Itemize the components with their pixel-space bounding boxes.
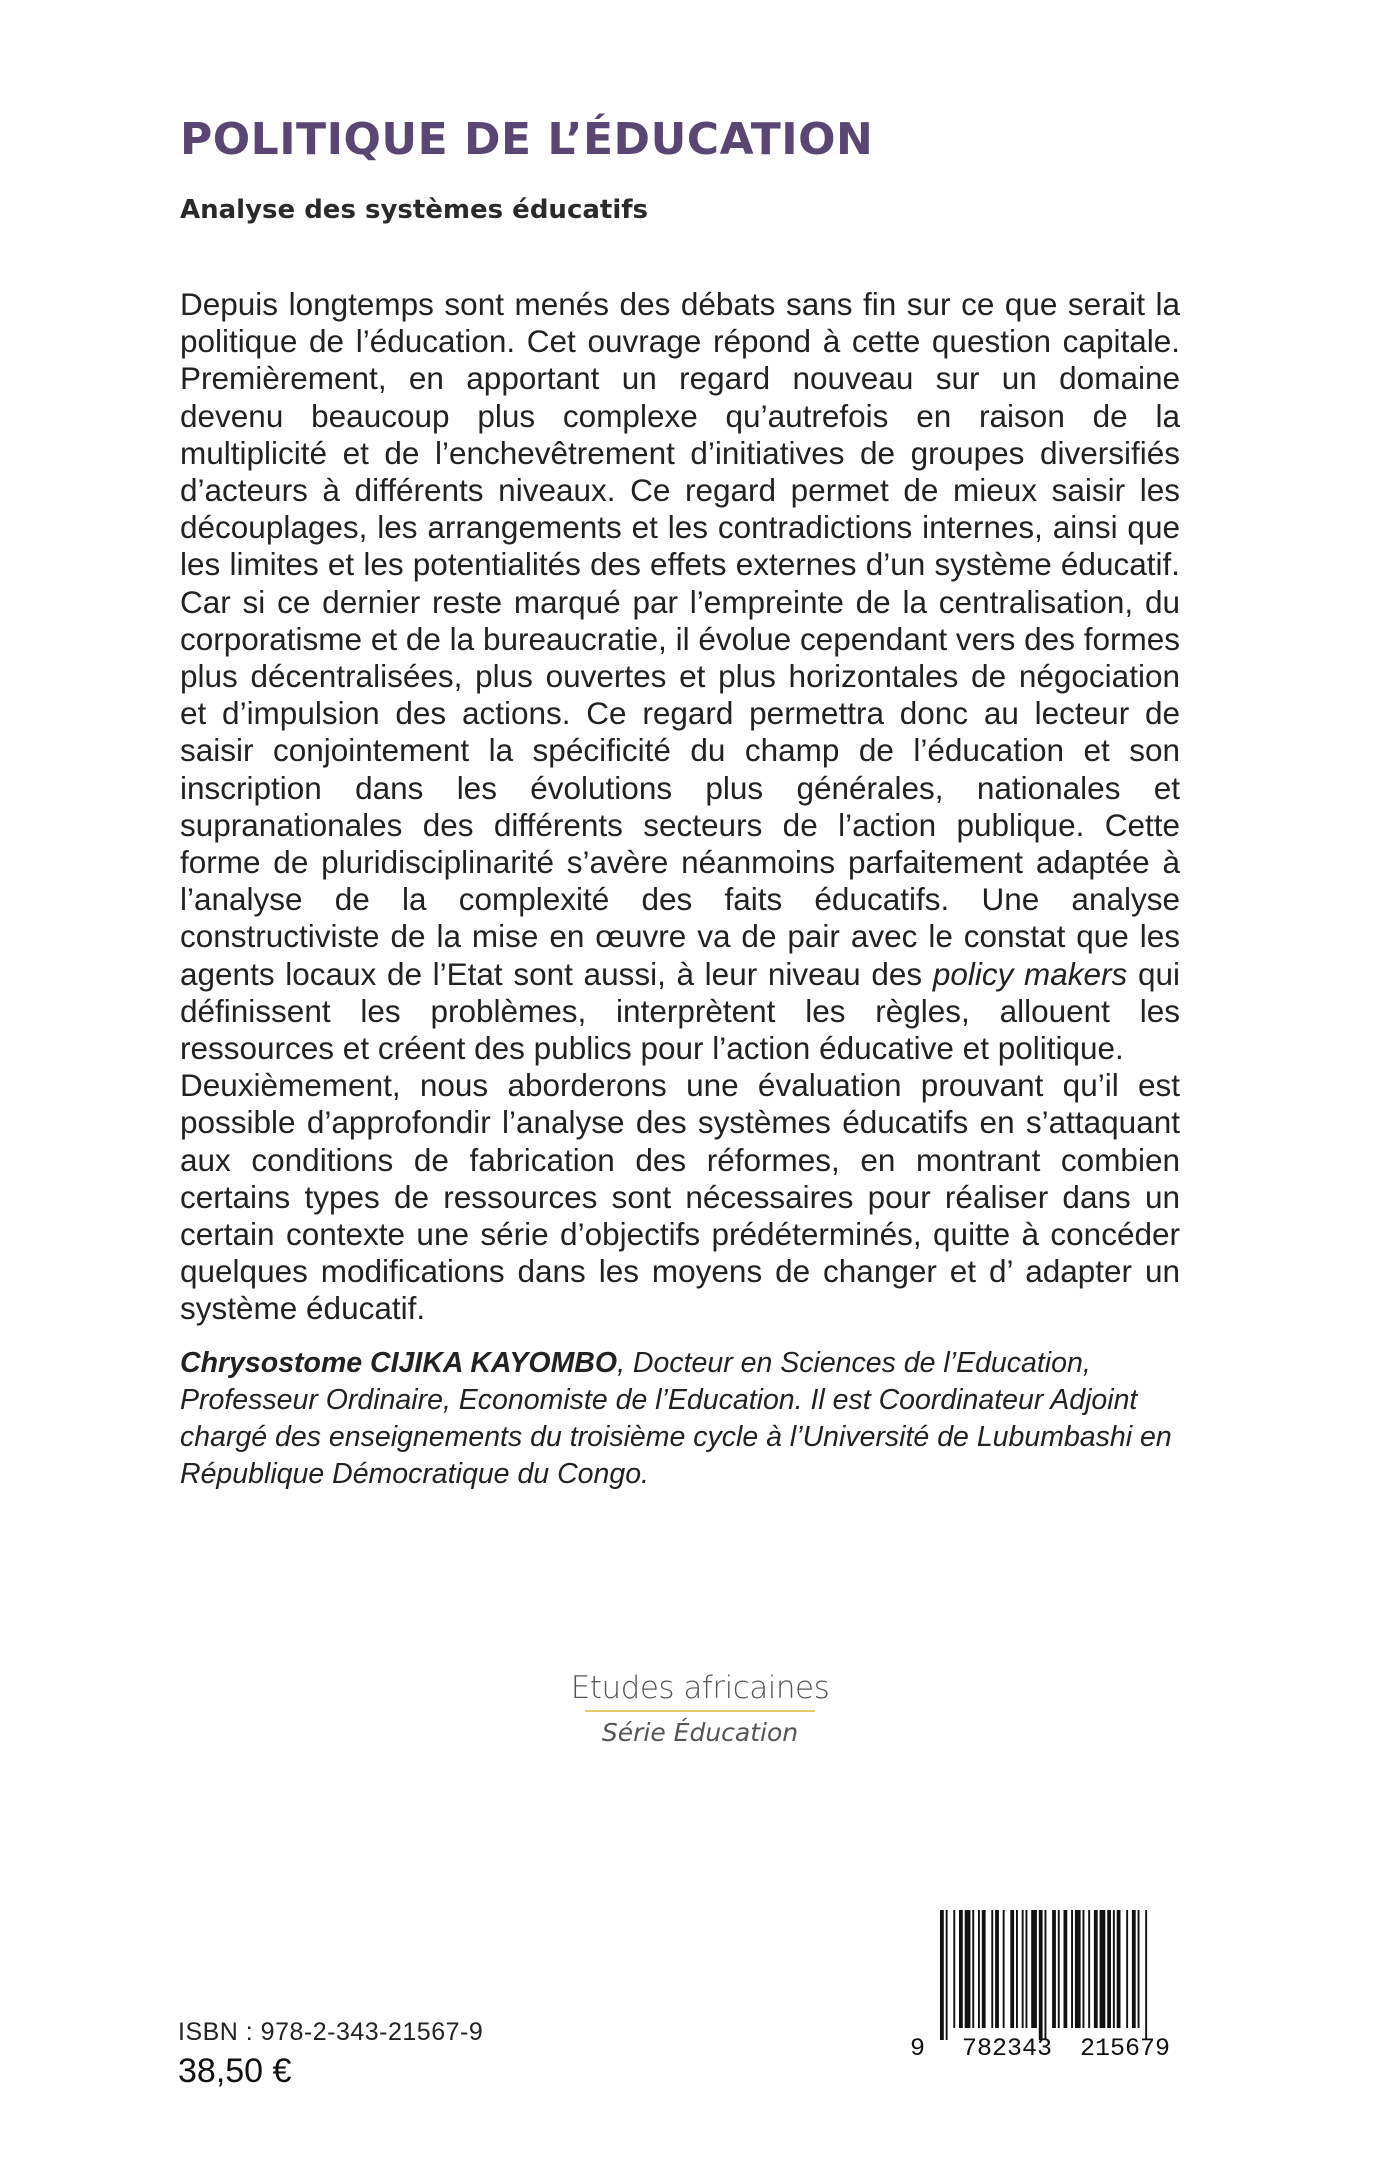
barcode-bars xyxy=(910,1910,1200,2040)
barcode xyxy=(910,1910,1200,2063)
barcode-bar xyxy=(982,1910,986,2028)
barcode-bar xyxy=(959,1910,963,2028)
barcode-bar xyxy=(995,1910,999,2028)
blurb-text-part: Depuis longtemps sont menés des débats sans fin sur ce que serait la politique de l’éducation. Cet ouvrage répond à cette question capitale. Premièrement, en apportant un regard nouveau sur un domaine devenu beaucoup plus complexe qu’autrefois en raison de la multiplicité et de l’enchevêtrement d’initiatives de groupes diversifiés d’acteurs à différents niveaux. Ce regard permet de mieux saisir les découplages, les arrangements et les contradictions internes, ainsi que les limites et les potentialités des effets externes d’un système éducatif. Car si ce dernier reste marqué par l’empreinte de la centralisation, du corporatisme et de la bureaucratie, il évolue cependant vers des formes plus décentralisées, plus ouvertes et plus horizontales de négociation et d’impulsion des actions. Ce regard permettra donc au lecteur de saisir conjointement la spécificité du champ de l’éducation et son inscription dans les évolutions plus générales, nationales et supranationales des différents secteurs de l’action publique. Cette forme de pluridisciplinarité s’avère néanmoins parfaitement adaptée à l’analyse de la complexité des faits éducatifs. Une analyse constructiviste de la mise en œuvre va de pair avec le constat que les agents locaux de l’Etat sont aussi, à leur niveau des xyxy=(180,286,1180,992)
blurb-text-part: qui définissent les problèmes, interprètent les règles, allouent les ressources et créent des publics pour l’action éducative et politique. xyxy=(180,955,1180,1067)
barcode-bar xyxy=(953,1910,955,2028)
barcode-bar xyxy=(1016,1910,1018,2028)
barcode-bar xyxy=(1100,1910,1106,2028)
back-cover-blurb xyxy=(180,286,1180,1328)
barcode-bar xyxy=(1117,1910,1121,2028)
barcode-bar xyxy=(1113,1910,1115,2028)
barcode-bar xyxy=(1010,1910,1014,2028)
barcode-bar xyxy=(1003,1910,1005,2028)
barcode-bar xyxy=(1094,1910,1098,2028)
blurb-paragraph-2: Deuxièmement, nous aborderons une évaluation prouvant qu’il est possible d’approfondir l’analyse des systèmes éducatifs en s’attaquant aux conditions de fabrication des réformes, en montrant combien certains types de ressources sont nécessaires pour réaliser dans un certain contexte une série d’objectifs prédéterminés, quitte à concéder quelques modifications dans les moyens de changer et d’ adapter un système éducatif. xyxy=(180,1067,1180,1327)
barcode-bar xyxy=(991,1910,993,2028)
barcode-bar xyxy=(1045,1910,1047,2040)
barcode-bar xyxy=(1145,1910,1147,2040)
barcode-bar xyxy=(1083,1910,1085,2028)
author-name: Chrysostome CIJIKA KAYOMBO xyxy=(180,1347,618,1379)
barcode-left-group: 782343 xyxy=(962,2034,1053,2063)
barcode-bar xyxy=(1071,1910,1073,2028)
barcode-bar xyxy=(1075,1910,1081,2028)
series-divider xyxy=(585,1710,815,1712)
barcode-bar xyxy=(978,1910,980,2028)
barcode-bar xyxy=(1138,1910,1140,2028)
barcode-bar xyxy=(972,1910,974,2028)
series-logo xyxy=(500,1670,900,1747)
barcode-bar xyxy=(1107,1910,1111,2028)
barcode-bar xyxy=(1064,1910,1068,2028)
author-bio xyxy=(180,1345,1180,1493)
barcode-bar xyxy=(1126,1910,1128,2028)
barcode-bar xyxy=(1031,1910,1037,2028)
barcode-bar xyxy=(946,1910,948,2040)
barcode-right-group: 215679 xyxy=(1080,2034,1171,2063)
series-subtitle: Série Éducation xyxy=(601,1718,799,1747)
barcode-bar xyxy=(940,1910,944,2040)
author-description: , Docteur en Sciences de l’Education, Professeur Ordinaire, Economiste de l’Education. Il est Coordinateur Adjoint chargé des enseignements du troisième cycle à l’Université de Lubumbashi en République Démocratique du Congo. xyxy=(180,1347,1172,1490)
book-subtitle: Analyse des systèmes éducatifs xyxy=(180,195,649,225)
blurb-paragraph-1 xyxy=(180,286,1180,1067)
book-title: POLITIQUE DE L’ÉDUCATION xyxy=(180,114,874,165)
barcode-bar xyxy=(1022,1910,1024,2028)
price: 38,50 € xyxy=(178,2052,292,2090)
series-name: Etudes africaines xyxy=(570,1670,830,1706)
barcode-bar xyxy=(1088,1910,1090,2028)
barcode-bar xyxy=(1058,1910,1060,2028)
barcode-bar xyxy=(1052,1910,1056,2028)
isbn: ISBN : 978-2-343-21567-9 xyxy=(178,2018,484,2046)
barcode-first-digit: 9 xyxy=(910,2034,926,2063)
barcode-bar xyxy=(1039,1910,1043,2040)
barcode-bar xyxy=(965,1910,971,2028)
barcode-bar xyxy=(1026,1910,1028,2028)
barcode-bar xyxy=(1132,1910,1136,2028)
blurb-italic-term: policy makers xyxy=(932,955,1128,992)
